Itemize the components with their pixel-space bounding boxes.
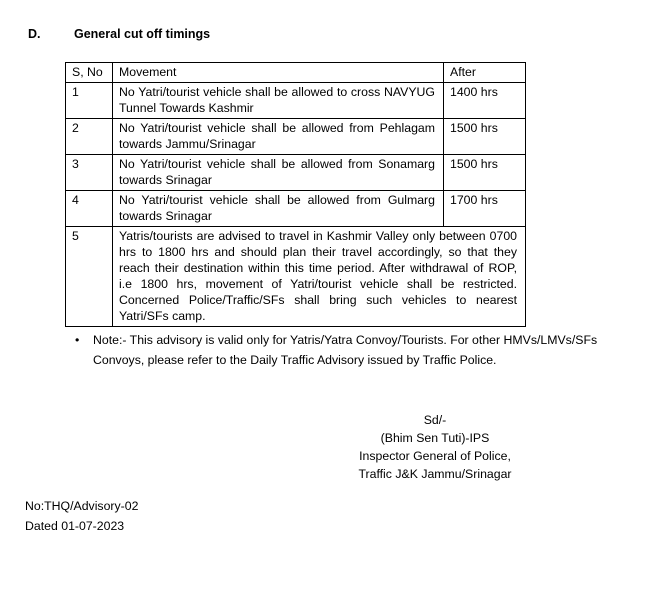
cell-movement-merged: Yatris/tourists are advised to travel in Kashmir Valley only between 0700 hrs to 1800 hrs and should plan their travel accordingly, so that they reach their destination within this time period. After withdrawal of ROP, i.e 1800 hrs, movement of Yatri/tourist vehicle shall be restricted. Concerned Police/Traffic/SFs shall bring such vehicles to nearest Yatri/SFs camp. bbox=[113, 227, 526, 327]
document-date: Dated 01-07-2023 bbox=[25, 519, 125, 533]
signature-designation: Inspector General of Police, bbox=[359, 449, 511, 463]
table-row bbox=[66, 83, 526, 119]
bullet-icon: • bbox=[75, 333, 80, 347]
cell-movement: No Yatri/tourist vehicle shall be allowed from Sonamarg towards Srinagar bbox=[113, 155, 444, 191]
cutoff-timings-table bbox=[65, 62, 526, 327]
table-row bbox=[66, 155, 526, 191]
cell-after: 1700 hrs bbox=[444, 191, 526, 227]
cell-sno: 3 bbox=[66, 155, 113, 191]
signature-department: Traffic J&K Jammu/Srinagar bbox=[358, 467, 512, 481]
document-footer bbox=[25, 496, 138, 536]
cell-movement: No Yatri/tourist vehicle shall be allowed from Pehlagam towards Jammu/Srinagar bbox=[113, 119, 444, 155]
cell-sno: 4 bbox=[66, 191, 113, 227]
cell-sno: 1 bbox=[66, 83, 113, 119]
reference-number: No:THQ/Advisory-02 bbox=[25, 499, 139, 513]
header-sno: S, No bbox=[66, 63, 113, 83]
section-title: General cut off timings bbox=[74, 27, 211, 41]
signature-name: (Bhim Sen Tuti)-IPS bbox=[380, 431, 490, 445]
cell-after: 1400 hrs bbox=[444, 83, 526, 119]
header-movement: Movement bbox=[113, 63, 444, 83]
cell-movement: No Yatri/tourist vehicle shall be allowed to cross NAVYUG Tunnel Towards Kashmir bbox=[113, 83, 444, 119]
header-after: After bbox=[444, 63, 526, 83]
note-text: Note:- This advisory is valid only for Yatris/Yatra Convoy/Tourists. For other HMVs/LMVs/SFs Convoys, please refer to the Daily Traffic Advisory issued by Traffic Police. bbox=[93, 333, 598, 367]
table-row bbox=[66, 191, 526, 227]
table-row bbox=[66, 227, 526, 327]
cell-after: 1500 hrs bbox=[444, 155, 526, 191]
section-label: D. bbox=[28, 27, 41, 41]
cell-movement: No Yatri/tourist vehicle shall be allowed from Gulmarg towards Srinagar bbox=[113, 191, 444, 227]
cell-after: 1500 hrs bbox=[444, 119, 526, 155]
cell-sno: 2 bbox=[66, 119, 113, 155]
cell-sno: 5 bbox=[66, 227, 113, 327]
signature-block bbox=[350, 411, 520, 483]
signature-sd: Sd/- bbox=[423, 413, 447, 427]
advisory-note bbox=[75, 330, 620, 370]
table-row bbox=[66, 119, 526, 155]
table-header-row bbox=[66, 63, 526, 83]
